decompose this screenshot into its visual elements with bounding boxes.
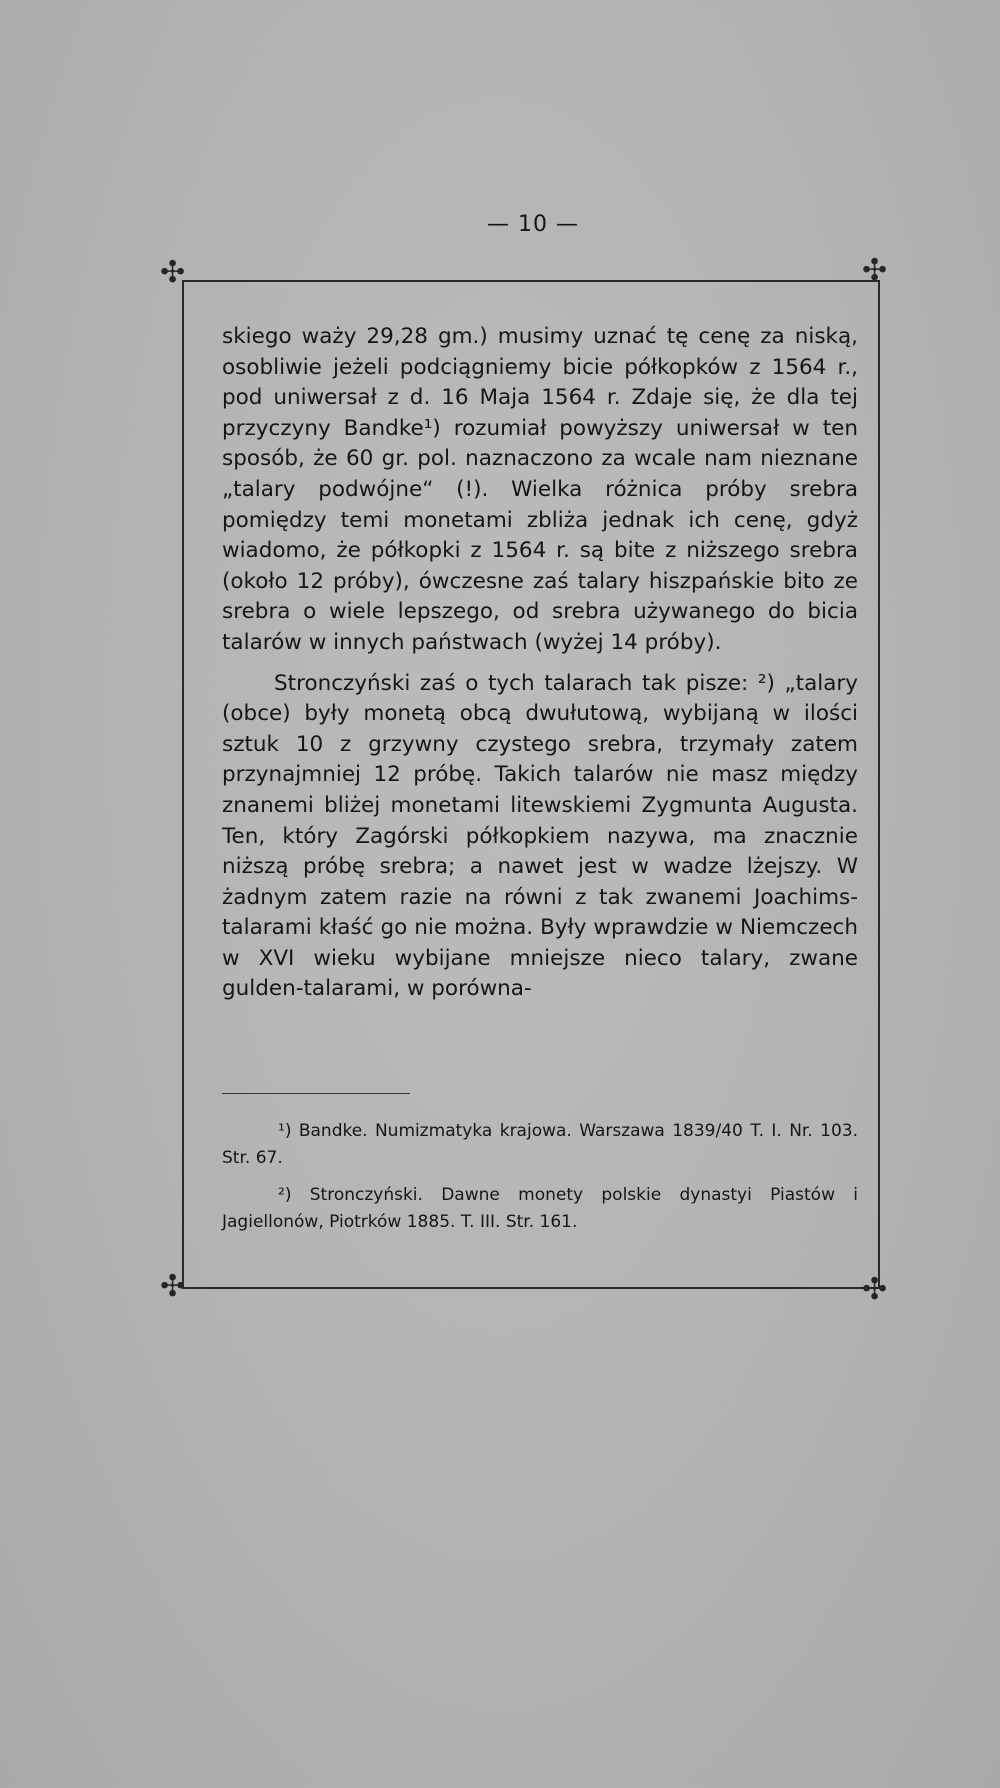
page-number: — 10 — <box>487 212 579 237</box>
footnote: ²) Stronczyński. Dawne monety polskie dynastyi Piastów i Jagiellonów, Piotrków 1885. T. III. Str. 161. <box>222 1185 858 1232</box>
corner-ornament-icon: ✣ <box>160 255 186 290</box>
footnote-separator <box>222 1093 410 1094</box>
footnote: ¹) Bandke. Numizmatyka krajowa. Warszawa 1839/40 T. I. Nr. 103. Str. 67. <box>222 1121 858 1168</box>
body-text <box>222 322 858 1005</box>
corner-ornament-icon: ✣ <box>160 1269 186 1304</box>
corner-ornament-icon: ✣ <box>862 1272 888 1307</box>
paragraph: Stronczyński zaś o tych talarach tak pisze: ²) „talary (obce) były monetą obcą dwułutową, wybijaną w ilości sztuk 10 z grzywny czystego srebra, trzymały zatem przynajmniej 12 próbę. Takich talarów nie masz między znanemi bliżej monetami litewskiemi Zygmunta Augusta. Ten, który Zagórski półkopkiem nazywa, ma znacznie niższą próbę srebra; a nawet jest w wadze lżejszy. W żadnym zatem razie na równi z tak zwanemi Joachims-talarami kłaść go nie można. Były wprawdzie w Niemczech w XVI wieku wybijane mniejsze nieco talary, zwane gulden-talarami, w porówna- <box>222 670 858 1002</box>
paragraph: skiego waży 29,28 gm.) musimy uznać tę cenę za niską, osobliwie jeżeli podciągniemy bicie półkopków z 1564 r., pod uniwersał z d. 16 Maja 1564 r. Zdaje się, że dla tej przyczyny Bandke¹) rozumiał powyższy uniwersał w ten sposób, że 60 gr. pol. naznaczono za wcale nam nieznane „talary podwójne“ (!). Wielka różnica próby srebra pomiędzy temi monetami zbliża jednak ich cenę, gdyż wiadomo, że półkopki z 1564 r. są bite z niższego srebra (około 12 próby), ówczesne zaś talary hiszpańskie bito ze srebra o wiele lepszego, od srebra używanego do bicia talarów w innych państwach (wyżej 14 próby). <box>222 324 858 655</box>
footnotes <box>222 1118 858 1246</box>
corner-ornament-icon: ✣ <box>862 253 888 288</box>
